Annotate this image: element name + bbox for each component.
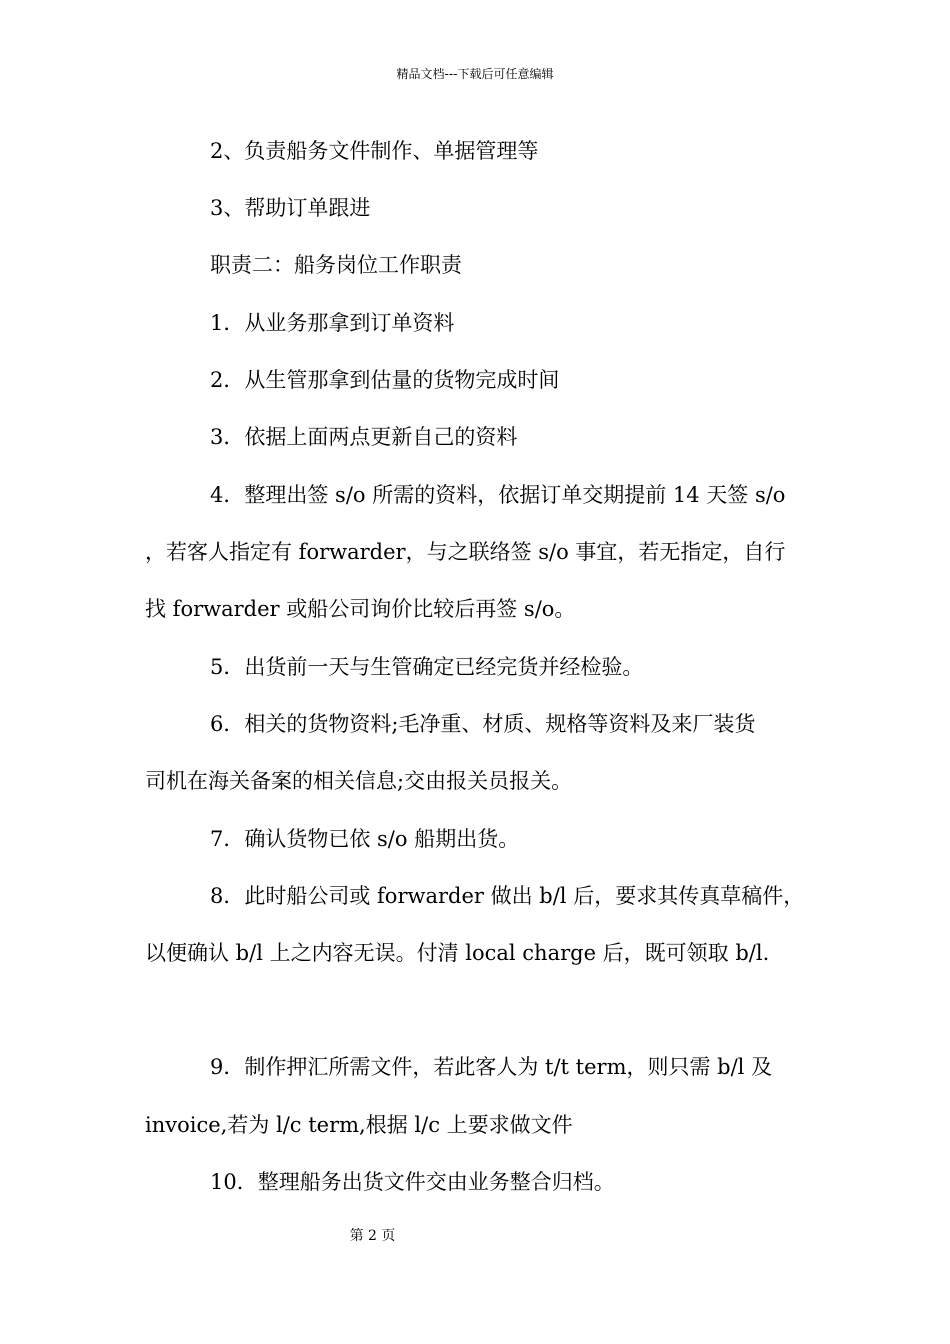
list-item: 1．从业务那拿到订单资料 [210, 311, 455, 335]
list-item: 5．出货前一天与生管确定已经完货并经检验。 [210, 655, 644, 679]
page-header: 精品文档---下载后可任意编辑 [396, 67, 554, 81]
list-item: 3．依据上面两点更新自己的资料 [210, 425, 518, 449]
list-item: 6．相关的货物资料;毛净重、材质、规格等资料及来厂装货 [210, 712, 756, 736]
list-item-continuation: 以便确认 b/l 上之内容无误。付清 local charge 后，既可领取 b/l. [145, 941, 770, 965]
list-item: 3、帮助订单跟进 [210, 196, 371, 220]
list-item-continuation: 找 forwarder 或船公司询价比较后再签 s/o。 [145, 597, 576, 621]
list-item: 2．从生管那拿到估量的货物完成时间 [210, 368, 560, 392]
list-item-continuation: invoice,若为 l/c term,根据 l/c 上要求做文件 [145, 1113, 573, 1137]
list-item: 8．此时船公司或 forwarder 做出 b/l 后，要求其传真草稿件， [210, 884, 805, 908]
list-item: 4．整理出签 s/o 所需的资料，依据订单交期提前 14 天签 s/o [210, 483, 786, 507]
list-item-continuation: 司机在海关备案的相关信息;交由报关员报关。 [145, 769, 573, 793]
list-item: 10．整理船务出货文件交由业务整合归档。 [210, 1170, 615, 1194]
list-item: 2、负责船务文件制作、单据管理等 [210, 139, 539, 163]
list-item-continuation: ，若客人指定有 forwarder，与之联络签 s/o 事宜，若无指定，自行 [145, 540, 786, 564]
page-number: 第 2 页 [349, 1228, 396, 1244]
list-item: 7．确认货物已依 s/o 船期出货。 [210, 827, 520, 851]
list-item: 9．制作押汇所需文件，若此客人为 t/t term，则只需 b/l 及 [210, 1055, 773, 1079]
section-heading: 职责二：船务岗位工作职责 [210, 253, 462, 277]
